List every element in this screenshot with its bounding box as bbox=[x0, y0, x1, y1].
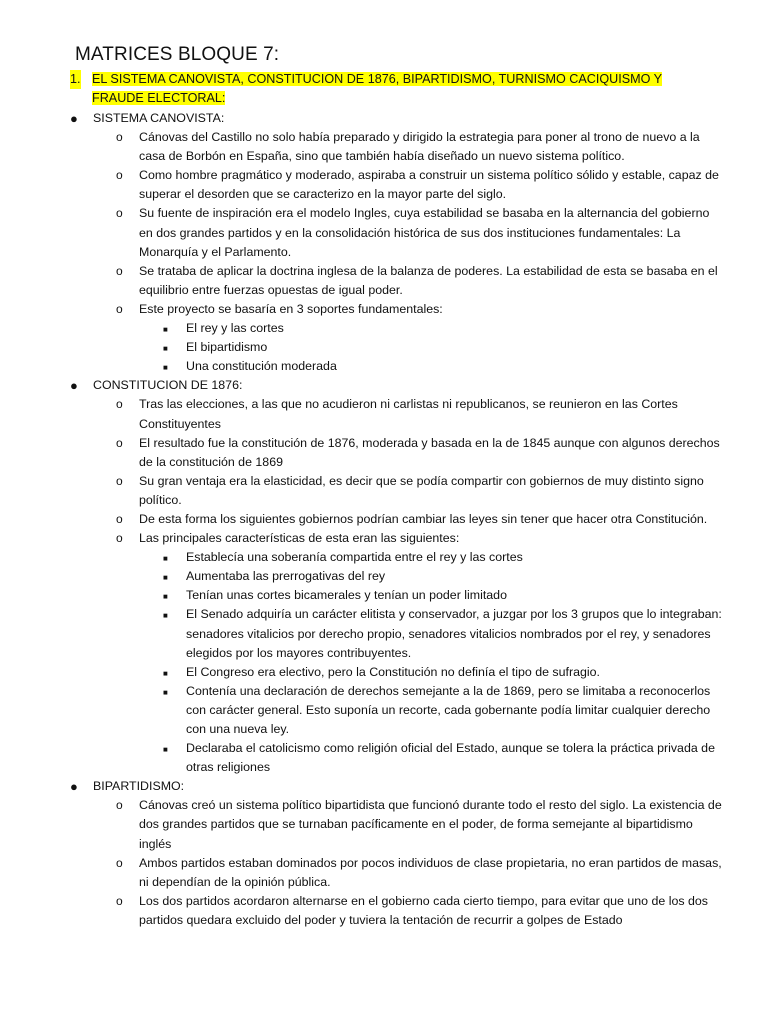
bullet-square-icon: ■ bbox=[163, 573, 168, 583]
list-item-text: Cánovas del Castillo no solo había preparado y dirigido la estrategia para poner al trono de nuevo a la casa de Borbón en España, sino que también había diseñado un nuevo sistema político. bbox=[139, 130, 700, 164]
sub-list-item bbox=[0, 682, 768, 739]
sub-list-item-text: Contenía una declaración de derechos semejante a la de 1869, pero se limitaba a reconocerlos con carácter general. Esto suponía un recorte, cada gobernante podía limitar cualquier derecho con una nueva ley. bbox=[186, 683, 711, 736]
document-body bbox=[0, 109, 768, 930]
sub-list-item-text: El Congreso era electivo, pero la Constitución no definía el tipo de sufragio. bbox=[186, 664, 600, 679]
section-label: BIPARTIDISMO: bbox=[93, 779, 185, 794]
bullet-circle-icon: o bbox=[116, 206, 123, 221]
sub-list-item bbox=[0, 567, 768, 586]
list-item bbox=[0, 395, 768, 433]
bullet-square-icon: ■ bbox=[163, 325, 168, 335]
list-item-text: Su fuente de inspiración era el modelo Ingles, cuya estabilidad se basaba en la alternancia del gobierno en dos grandes partidos y en la consolidación histórica de sus dos instituciones fundamentales: La Monarquía y el Parlamento. bbox=[139, 206, 710, 259]
sub-list-item-text: El rey y las cortes bbox=[186, 321, 284, 336]
list-item bbox=[0, 854, 768, 892]
bullet-circle-icon: o bbox=[116, 893, 123, 908]
sub-list-item-text: Aumentaba las prerrogativas del rey bbox=[186, 569, 386, 584]
section-label: CONSTITUCION DE 1876: bbox=[93, 378, 243, 393]
bullet-square-icon: ■ bbox=[163, 668, 168, 678]
bullet-square-icon: ■ bbox=[163, 611, 168, 621]
list-item-text: Como hombre pragmático y moderado, aspiraba a construir un sistema político sólido y estable, capaz de superar el desorden que se caracterizo en la mayor parte del siglo. bbox=[139, 168, 719, 202]
list-item-text: Su gran ventaja era la elasticidad, es decir que se podía compartir con gobiernos de muy distinto signo político. bbox=[139, 473, 704, 507]
sub-list-item-text: El Senado adquiría un carácter elitista y conservador, a juzgar por los 3 grupos que lo integraban: senadores vitalicios por derecho propio, senadores vitalicios nombrados por el rey, y senadores elegidos por los mayores contribuyentes. bbox=[186, 607, 722, 660]
list-item-text: Ambos partidos estaban dominados por pocos individuos de clase propietaria, no eran partidos de masas, ni dependían de la opinión pública. bbox=[139, 855, 722, 889]
bullet-circle-icon: o bbox=[116, 855, 123, 870]
heading-1 bbox=[70, 70, 710, 108]
bullet-circle-icon: o bbox=[116, 435, 123, 450]
sub-list-item-text: Establecía una soberanía compartida entre el rey y las cortes bbox=[186, 550, 523, 565]
bullet-circle-icon: o bbox=[116, 397, 123, 412]
sub-list-item-text: Declaraba el catolicismo como religión oficial del Estado, aunque se tolera la práctica privada de otras religiones bbox=[186, 741, 715, 775]
sub-list-item bbox=[0, 605, 768, 662]
sub-list-item bbox=[0, 548, 768, 567]
bullet-circle-icon: o bbox=[116, 301, 123, 316]
bullet-square-icon: ■ bbox=[163, 745, 168, 755]
sub-list-item-text: El bipartidismo bbox=[186, 340, 268, 355]
list-item bbox=[0, 529, 768, 548]
bullet-disc-icon: ● bbox=[70, 111, 78, 126]
bullet-circle-icon: o bbox=[116, 263, 123, 278]
bullet-circle-icon: o bbox=[116, 130, 123, 145]
heading-text: EL SISTEMA CANOVISTA, CONSTITUCION DE 1876, BIPARTIDISMO, TURNISMO CACIQUISMO Y FRAUDE ELECTORAL: bbox=[92, 72, 663, 106]
sub-list-item bbox=[0, 357, 768, 376]
bullet-circle-icon: o bbox=[116, 798, 123, 813]
list-item-text: Los dos partidos acordaron alternarse en el gobierno cada cierto tiempo, para evitar que uno de los dos partidos quedara excluido del poder y tuviera la tentación de recurrir a golpes de Estado bbox=[139, 893, 708, 927]
list-item bbox=[0, 510, 768, 529]
list-item-text: De esta forma los siguientes gobiernos podrían cambiar las leyes sin tener que hacer otra Constitución. bbox=[139, 511, 708, 526]
sub-list-item bbox=[0, 663, 768, 682]
list-item bbox=[0, 300, 768, 319]
section-label: SISTEMA CANOVISTA: bbox=[93, 111, 225, 125]
list-item bbox=[0, 262, 768, 300]
heading-text-wrap bbox=[92, 70, 710, 108]
list-item-text: Las principales características de esta eran las siguientes: bbox=[139, 531, 460, 546]
list-item-text: Se trataba de aplicar la doctrina inglesa de la balanza de poderes. La estabilidad de esta se basaba en el equilibrio entre fuerzas opuestas de igual poder. bbox=[139, 263, 718, 297]
list-item bbox=[0, 128, 768, 166]
sub-list-item bbox=[0, 338, 768, 357]
section-bullet-item bbox=[0, 109, 768, 128]
sub-list-item-text: Una constitución moderada bbox=[186, 359, 337, 374]
sub-list-item bbox=[0, 319, 768, 338]
list-item-text: El resultado fue la constitución de 1876, moderada y basada en la de 1845 aunque con algunos derechos de la constitución de 1869 bbox=[139, 435, 720, 469]
document-title: MATRICES BLOQUE 7: bbox=[75, 44, 280, 65]
list-item bbox=[0, 796, 768, 853]
list-item bbox=[0, 434, 768, 472]
bullet-disc-icon: ● bbox=[70, 378, 78, 394]
list-item bbox=[0, 204, 768, 261]
list-item-text: Este proyecto se basaría en 3 soportes fundamentales: bbox=[139, 301, 443, 316]
sub-list-item bbox=[0, 586, 768, 605]
heading-number: 1. bbox=[70, 70, 81, 89]
bullet-disc-icon: ● bbox=[70, 779, 78, 795]
list-item-text: Tras las elecciones, a las que no acudieron ni carlistas ni republicanos, se reunieron en las Cortes Constituyentes bbox=[139, 397, 678, 431]
bullet-square-icon: ■ bbox=[163, 687, 168, 697]
bullet-circle-icon: o bbox=[116, 511, 123, 526]
bullet-square-icon: ■ bbox=[163, 554, 168, 564]
bullet-circle-icon: o bbox=[116, 168, 123, 183]
list-item-text: Cánovas creó un sistema político bipartidista que funcionó durante todo el resto del siglo. La existencia de dos grandes partidos que se turnaban pacíficamente en el poder, de forma semejante al bipartidismo inglés bbox=[139, 798, 722, 851]
bullet-square-icon: ■ bbox=[163, 592, 168, 602]
sub-list-item bbox=[0, 739, 768, 777]
list-item bbox=[0, 892, 768, 930]
bullet-square-icon: ■ bbox=[163, 344, 168, 354]
list-item bbox=[0, 472, 768, 510]
section-bullet-item bbox=[0, 376, 768, 395]
section-bullet-item bbox=[0, 777, 768, 796]
sub-list-item-text: Tenían unas cortes bicamerales y tenían un poder limitado bbox=[186, 588, 507, 603]
bullet-circle-icon: o bbox=[116, 473, 123, 488]
bullet-square-icon: ■ bbox=[163, 363, 168, 373]
bullet-circle-icon: o bbox=[116, 531, 123, 546]
list-item bbox=[0, 166, 768, 204]
